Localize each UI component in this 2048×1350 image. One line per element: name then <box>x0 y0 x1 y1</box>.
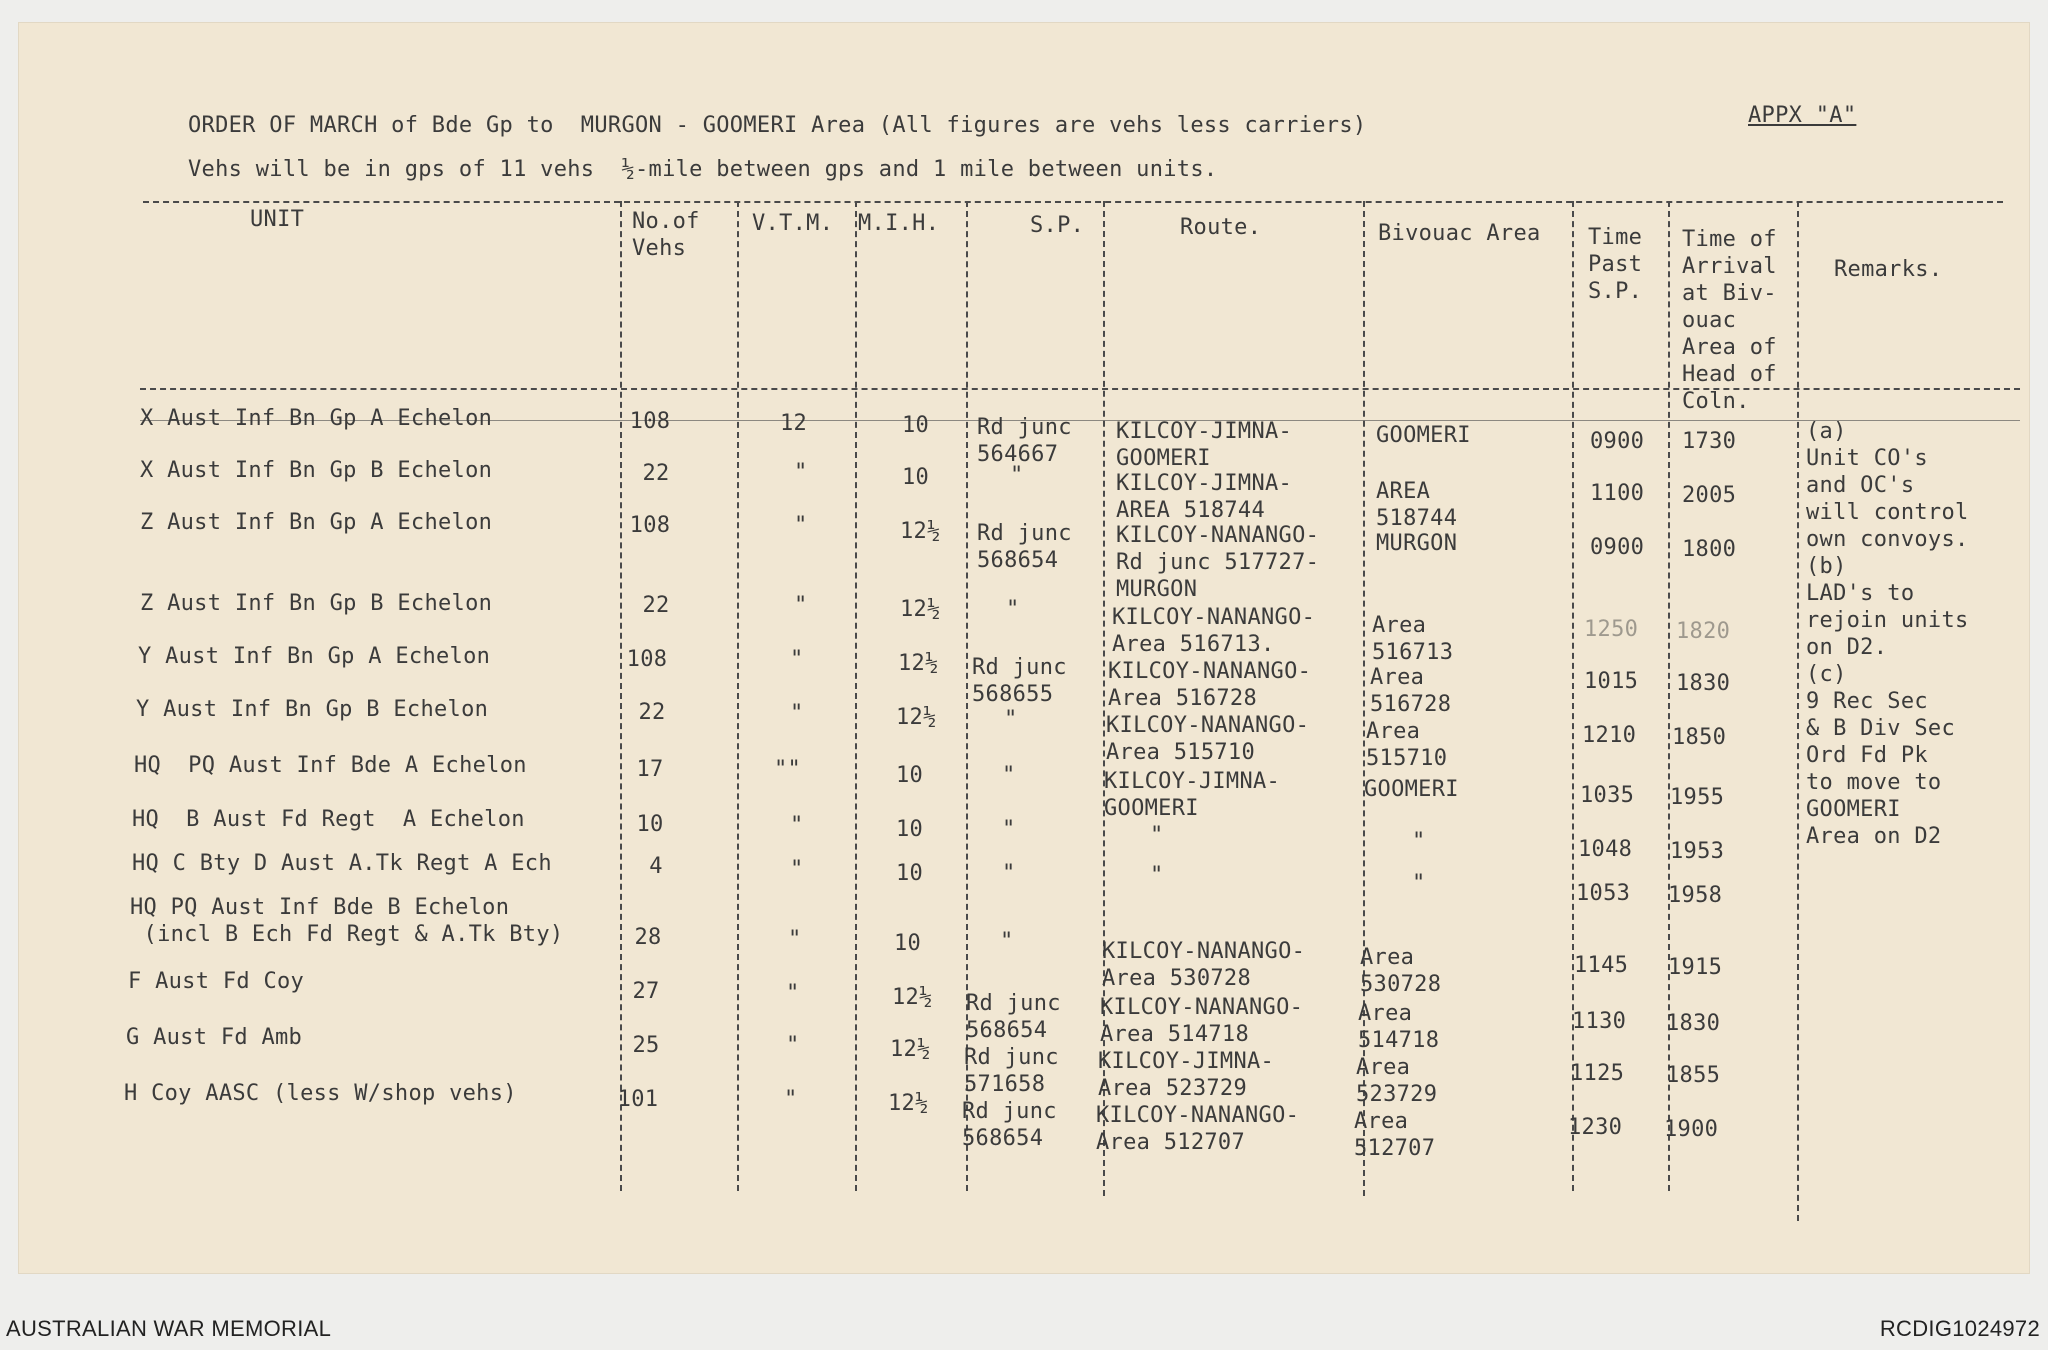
row-vtm: " <box>794 513 808 538</box>
col-divider <box>1797 201 1799 1221</box>
footer-left: AUSTRALIAN WAR MEMORIAL <box>6 1316 332 1341</box>
row-time-past: 1015 <box>1584 669 1639 694</box>
row-vehs: 22 <box>642 593 670 618</box>
row-time-past: 1125 <box>1570 1061 1625 1086</box>
row-unit: X Aust Inf Bn Gp A Echelon <box>140 406 493 431</box>
row-route: KILCOY-NANANGO- Rd junc 517727- MURGON <box>1116 523 1320 602</box>
row-mih: 10 <box>894 931 922 956</box>
row-sp: Rd junc 568654 <box>966 991 1061 1043</box>
footer-right: RCDIG1024972 <box>1879 1316 2040 1341</box>
row-bivouac: GOOMERI <box>1364 777 1459 802</box>
row-arrival: 1850 <box>1672 725 1727 750</box>
row-mih: 12½ <box>892 985 933 1010</box>
row-vehs: 25 <box>632 1033 660 1058</box>
row-sp: " <box>1002 763 1016 788</box>
row-unit: HQ PQ Aust Inf Bde B Echelon (incl B Ech Fd Regt & A.Tk Bty) <box>130 895 564 947</box>
row-unit: G Aust Fd Amb <box>126 1025 303 1050</box>
row-vehs: 17 <box>636 757 664 782</box>
row-route: KILCOY-NANANGO- Area 515710 <box>1106 713 1310 765</box>
row-arrival: 1830 <box>1666 1011 1721 1036</box>
row-vtm: 12 <box>780 411 808 436</box>
row-unit: Z Aust Inf Bn Gp A Echelon <box>140 510 493 535</box>
row-sp: " <box>1010 463 1024 488</box>
row-mih: 12½ <box>888 1091 929 1116</box>
row-bivouac: AREA 518744 <box>1376 479 1458 531</box>
row-vehs: 108 <box>629 513 671 538</box>
row-mih: 10 <box>896 763 924 788</box>
header-no-of-vehs: No.of Vehs <box>632 209 700 261</box>
row-route: KILCOY-NANANGO- Area 530728 <box>1102 939 1306 991</box>
row-time-past: 0900 <box>1590 535 1645 560</box>
appendix-label: APPX "A" <box>1748 103 1857 128</box>
row-arrival: 1955 <box>1670 785 1725 810</box>
header-time-arrival: Time of Arrival at Biv- ouac Area of Head of Coln. <box>1682 227 1777 414</box>
row-vtm: " <box>790 857 804 882</box>
row-vehs: 27 <box>632 979 660 1004</box>
row-arrival: 1730 <box>1682 429 1737 454</box>
row-vtm: " <box>786 981 800 1006</box>
row-arrival: 1830 <box>1676 671 1731 696</box>
row-time-past: 1130 <box>1572 1009 1627 1034</box>
row-bivouac: Area 514718 <box>1358 1001 1440 1053</box>
row-mih: 10 <box>896 861 924 886</box>
row-unit: Y Aust Inf Bn Gp A Echelon <box>138 644 491 669</box>
remarks-text: (a) Unit CO's and OC's will control own convoys. (b) LAD's to rejoin units on D2. (c) 9 Rec Sec & B Div Sec Ord Fd Pk to move to GOOMERI Area on D2 <box>1806 419 1969 849</box>
row-vehs: 28 <box>634 925 662 950</box>
row-sp: " <box>1006 597 1020 622</box>
row-vehs: 22 <box>638 700 666 725</box>
row-route: KILCOY-NANANGO- Area 516728 <box>1108 659 1312 711</box>
row-time-past: 1053 <box>1576 881 1631 906</box>
col-divider <box>1668 201 1670 1191</box>
row-arrival: 1800 <box>1682 537 1737 562</box>
row-route: " <box>1150 863 1164 888</box>
row-vtm: " <box>790 647 804 672</box>
row-unit: X Aust Inf Bn Gp B Echelon <box>140 458 493 483</box>
row-vehs: 108 <box>629 409 671 434</box>
row-arrival: 1855 <box>1666 1063 1721 1088</box>
row-bivouac: Area 516713 <box>1372 613 1454 665</box>
row-vtm: " <box>790 701 804 726</box>
row-unit: F Aust Fd Coy <box>128 969 305 994</box>
row-unit: HQ PQ Aust Inf Bde A Echelon <box>134 753 527 778</box>
row-route: KILCOY-NANANGO- Area 514718 <box>1100 995 1304 1047</box>
row-vtm: " <box>794 593 808 618</box>
row-time-past: 1230 <box>1568 1115 1623 1140</box>
row-vehs: 4 <box>649 854 663 879</box>
table-top-rule <box>143 201 2003 203</box>
row-sp: Rd junc 568654 <box>962 1099 1057 1151</box>
header-mih: M.I.H. <box>858 211 940 236</box>
row-time-past: 1100 <box>1590 481 1645 506</box>
row-sp: Rd junc 568655 <box>972 655 1067 707</box>
row-vtm: " <box>784 1087 798 1112</box>
row-arrival: 1953 <box>1670 839 1725 864</box>
row-vtm: " <box>794 460 808 485</box>
row-time-past: 1035 <box>1580 783 1635 808</box>
row-vehs: 22 <box>642 461 670 486</box>
row-bivouac: " <box>1412 871 1426 896</box>
row-bivouac: Area 523729 <box>1356 1055 1438 1107</box>
row-mih: 12½ <box>900 597 941 622</box>
row-vtm: "" <box>774 757 802 782</box>
row-bivouac: MURGON <box>1376 531 1458 556</box>
row-mih: 12½ <box>898 651 939 676</box>
header-vtm: V.T.M. <box>752 211 834 236</box>
row-arrival: 1958 <box>1668 883 1723 908</box>
row-mih: 12½ <box>900 519 941 544</box>
row-bivouac: Area 530728 <box>1360 945 1442 997</box>
header-unit: UNIT <box>250 207 305 232</box>
row-bivouac: Area 516728 <box>1370 665 1452 717</box>
row-unit: Y Aust Inf Bn Gp B Echelon <box>136 697 489 722</box>
row-vtm: " <box>788 927 802 952</box>
row-time-past: 1210 <box>1582 723 1637 748</box>
row-time-past: 1145 <box>1574 953 1629 978</box>
row-sp: " <box>1002 861 1016 886</box>
row-time-past: 1048 <box>1578 837 1633 862</box>
row-vtm: " <box>790 813 804 838</box>
row-time-past: 0900 <box>1590 429 1645 454</box>
row-sp: " <box>1000 929 1014 954</box>
row-bivouac: GOOMERI <box>1376 423 1471 448</box>
row-arrival: 2005 <box>1682 483 1737 508</box>
row-bivouac: " <box>1412 829 1426 854</box>
row-vtm: " <box>786 1033 800 1058</box>
header-route: Route. <box>1180 215 1262 240</box>
row-route: KILCOY-JIMNA- AREA 518744 <box>1116 471 1293 523</box>
row-sp: " <box>1004 707 1018 732</box>
row-mih: 12½ <box>890 1037 931 1062</box>
row-time-past: 1250 <box>1584 617 1639 642</box>
row-route: KILCOY-NANANGO- Area 516713. <box>1112 605 1316 657</box>
header-time-past-sp: Time Past S.P. <box>1588 225 1643 304</box>
row-unit: HQ C Bty D Aust A.Tk Regt A Ech <box>132 851 552 876</box>
row-sp: Rd junc 571658 <box>964 1045 1059 1097</box>
row-mih: 10 <box>902 465 930 490</box>
row-sp: Rd junc 568654 <box>977 521 1072 573</box>
header-sp: S.P. <box>1030 213 1085 238</box>
row-mih: 12½ <box>896 705 937 730</box>
row-vehs: 10 <box>636 812 664 837</box>
row-mih: 10 <box>896 817 924 842</box>
document-subtitle: Vehs will be in gps of 11 vehs ½-mile between gps and 1 mile between units. <box>188 157 1218 182</box>
row-route: KILCOY-JIMNA- GOOMERI <box>1104 769 1281 821</box>
col-divider <box>737 201 739 1191</box>
col-divider <box>1572 201 1574 1191</box>
row-sp: " <box>1002 817 1016 842</box>
col-divider <box>855 201 857 1191</box>
row-arrival: 1900 <box>1664 1117 1719 1142</box>
row-route: KILCOY-JIMNA- GOOMERI <box>1116 419 1293 471</box>
row-mih: 10 <box>902 413 930 438</box>
row-sp: Rd junc 564667 <box>977 415 1072 467</box>
row-route: " <box>1150 823 1164 848</box>
header-remarks: Remarks. <box>1834 257 1943 282</box>
row-vehs: 101 <box>617 1087 659 1112</box>
row-route: KILCOY-NANANGO- Area 512707 <box>1096 1103 1300 1155</box>
row-arrival: 1820 <box>1676 619 1731 644</box>
row-unit: Z Aust Inf Bn Gp B Echelon <box>140 591 493 616</box>
row-bivouac: Area 512707 <box>1354 1109 1436 1161</box>
document-title: ORDER OF MARCH of Bde Gp to MURGON - GOOMERI Area (All figures are vehs less carriers) <box>188 113 1367 138</box>
row-unit: H Coy AASC (less W/shop vehs) <box>124 1081 517 1106</box>
row-arrival: 1915 <box>1668 955 1723 980</box>
row-route: KILCOY-JIMNA- Area 523729 <box>1098 1049 1275 1101</box>
row-vehs: 108 <box>626 647 668 672</box>
header-bivouac: Bivouac Area <box>1378 221 1541 246</box>
row-unit: HQ B Aust Fd Regt A Echelon <box>132 807 525 832</box>
row-bivouac: Area 515710 <box>1366 719 1448 771</box>
